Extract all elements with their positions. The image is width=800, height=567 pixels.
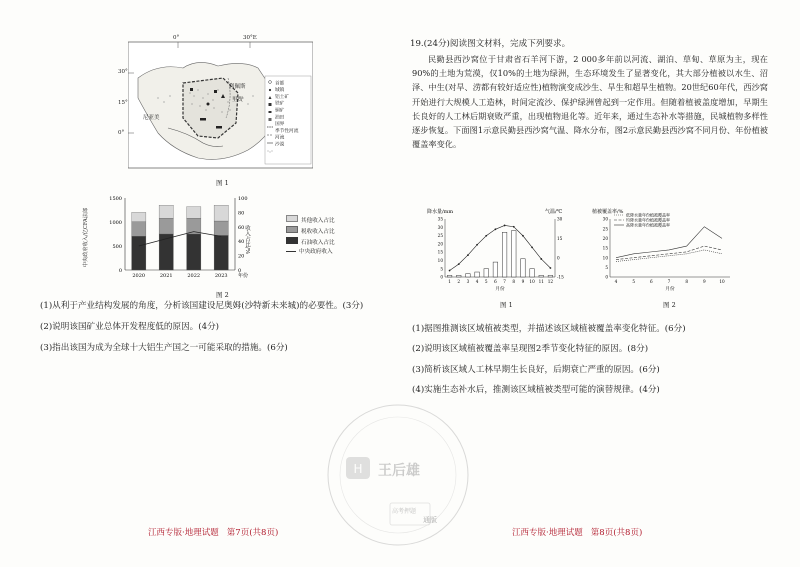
x-tick-label: 2020 — [132, 273, 146, 279]
bar-segment — [132, 236, 146, 270]
legend-border: 国界 — [275, 121, 285, 127]
x-tick-label: 11 — [538, 279, 544, 284]
y-tick-left: 5 — [440, 266, 443, 272]
climate-chart — [425, 205, 575, 295]
y-tick-right: 0 — [557, 255, 560, 261]
legend-seasonal-river: 季节性河流 — [275, 128, 299, 134]
veg-series-line — [616, 250, 722, 262]
y-tick-right: -15 — [557, 274, 564, 280]
map-legend — [275, 80, 298, 148]
x-tick-label: 3 — [466, 279, 470, 284]
legend-river: 河流 — [275, 135, 285, 141]
map-lon-label: 0° — [173, 35, 180, 41]
temperature-line — [450, 225, 551, 270]
legend-swatch-oil — [286, 237, 298, 244]
precip-bar — [456, 275, 461, 277]
precip-bar — [511, 231, 516, 277]
precip-bar — [447, 275, 452, 277]
climate-y-title: 降水量/mm — [427, 209, 454, 215]
veg-legend-label: 均降水量年份植被覆盖率 — [626, 217, 670, 223]
bar-segment — [132, 222, 146, 236]
map-lat-label: 0° — [118, 130, 125, 136]
precip-bar — [484, 269, 489, 277]
x-tick-label: 8 — [512, 279, 516, 284]
temperature-point — [550, 267, 552, 269]
bar-segment — [214, 205, 228, 221]
right-question-2: (2)说明该区域植被覆盖率呈现图2季节变化特征的原因。(8分) — [412, 344, 649, 354]
y-tick-left: 500 — [112, 244, 122, 250]
y-tick-left: 30 — [437, 224, 443, 230]
legend-capital: 首都 — [275, 80, 285, 86]
legend-swatch-line — [286, 251, 296, 252]
legend-other: 其他收入占比 — [286, 215, 335, 226]
x-tick-label: 9 — [521, 279, 525, 284]
y-tick-left: 0 — [118, 268, 122, 274]
bar-segment — [159, 234, 173, 270]
map-caption: 图 1 — [216, 179, 229, 187]
y-tick-right: 40 — [238, 239, 245, 246]
y-tick-right: 20 — [238, 253, 245, 260]
question-19-title: 19.(24分)阅读图文材料，完成下列要求。 — [410, 39, 571, 49]
bar-segment — [214, 221, 228, 235]
veg-y-title: 植被覆盖率/% — [592, 209, 624, 215]
y-tick: 15 — [602, 245, 608, 251]
x-tick-label: 8 — [685, 279, 689, 284]
question-19-material: 民勤县西沙窝位于甘肃省石羊河下游，2 000多年前以河流、湖泊、草甸、草原为主，现在90%的土地为荒漠，仅10%的土地为绿洲，生态环境发生了显著变化，其大部分植被以水生、沼泽、中生(对旱、涝都有较好适应性)植物演变成沙生、旱生和超旱生植物。20世纪60年代，西沙窝开始进行大规模人工造林，时间定流沙、保护绿洲曾起到一定作用。但随着植被盖度增加，早期生长良好的人工林后期衰败严重，出现植物退化等。近年来，通过生态补水等措施，民城植物多样性逐步恢复。下面图1示意民勤县西沙窝气温、降水分布，图2示意民勤县西沙窝不同月份、年份植被覆盖率变化。 — [412, 54, 768, 150]
y-tick: 20 — [602, 235, 608, 241]
precip-bar — [475, 272, 480, 277]
legend-oil: 石油收入占比 — [286, 237, 335, 248]
x-tick-label: 2021 — [159, 273, 173, 279]
x-axis-title: 年份 — [238, 273, 249, 279]
right-question-4: (4)实施生态补水后，推测该区域植被类型可能的演替规律。(4分) — [412, 385, 660, 395]
temperature-point — [495, 228, 497, 230]
bar-segment — [159, 205, 173, 218]
temperature-point — [485, 235, 487, 237]
y-tick-left: 1000 — [109, 220, 122, 226]
chart-y-left-label: 中央政府收入/亿CFA法郎 — [83, 207, 90, 268]
legend-iron: 铁矿 — [275, 101, 285, 107]
legend-copper: 铜矿 — [275, 108, 285, 114]
legend-swatch-other — [286, 215, 298, 222]
temperature-point — [540, 258, 542, 260]
vegetation-chart — [590, 205, 740, 295]
temperature-point — [513, 226, 515, 228]
x-tick-label: 4 — [475, 279, 479, 284]
right-question-1: (1)据图推测该区域植被类型，并描述该区域植被覆盖率变化特征。(6分) — [412, 324, 686, 334]
x-tick-label: 10 — [529, 279, 535, 284]
legend-oilfield: 油田 — [275, 114, 285, 120]
y-tick-left: 10 — [437, 258, 443, 264]
temperature-point — [476, 244, 478, 246]
footer-page-8: 江西专版·地理试题 第8页(共8页) — [512, 528, 643, 538]
left-question-3: (3)指出该国为成为全球十大铝生产国之一可能采取的措施。(6分) — [40, 343, 288, 353]
x-tick-label: 2022 — [187, 273, 201, 279]
y-tick-right: 100 — [238, 196, 248, 202]
y-tick: 0 — [605, 274, 608, 280]
chart-y-right-label: 收入占比/% — [244, 225, 250, 255]
x-tick-label: 7 — [667, 279, 671, 284]
veg-series-line — [616, 246, 722, 260]
x-tick-label: 1 — [448, 279, 451, 284]
map-lat-label: 30° — [118, 69, 128, 75]
y-tick-left: 15 — [437, 249, 443, 255]
y-tick-right: 0 — [238, 268, 242, 274]
temperature-point — [458, 263, 460, 265]
veg-series-line — [616, 227, 722, 258]
bar-segment — [159, 218, 173, 234]
precip-bar — [502, 232, 507, 277]
left-question-2: (2)说明该国矿业总体开发程度低的原因。(4分) — [40, 322, 220, 332]
x-tick-label: 5 — [484, 279, 488, 284]
temperature-point — [467, 254, 469, 256]
legend-revenue: 中央政府收入 — [286, 248, 335, 257]
x-tick-label: 9 — [702, 279, 706, 284]
y-tick: 30 — [602, 216, 608, 222]
map-place: 利佩斯 — [229, 84, 246, 90]
x-tick-label: 6 — [494, 279, 497, 284]
y-tick: 10 — [602, 255, 608, 261]
x-tick-label: 4 — [614, 279, 618, 284]
y-tick-left: 1500 — [109, 196, 122, 202]
right-question-3: (3)简析该区域人工林早期生长良好，后期衰亡严重的原因。(6分) — [412, 365, 660, 375]
y-tick-right: 80 — [238, 210, 245, 217]
bar-segment — [132, 212, 146, 221]
left-question-1: (1)从利于产业结构发展的角度，分析该国建设尼奥姆(沙特新未来城)的必要性。(3分) — [40, 301, 364, 311]
vegetation-caption: 图 2 — [663, 301, 676, 309]
climate-y-right-title: 气温/℃ — [545, 209, 563, 215]
veg-x-title: 月份 — [665, 287, 675, 292]
x-tick-label: 6 — [649, 279, 653, 284]
y-tick-left: 0 — [440, 274, 443, 280]
temperature-point — [504, 225, 506, 227]
x-tick-label: 10 — [719, 279, 725, 284]
watermark-tag: 通版 — [423, 516, 437, 524]
footer-page-7: 江西专版·地理试题 第7页(共8页) — [148, 528, 279, 538]
y-tick-left: 25 — [437, 233, 443, 239]
bar-segment — [187, 234, 201, 270]
precip-bar — [466, 274, 471, 277]
watermark-brand: 王后雄 — [378, 463, 420, 479]
precip-bar — [539, 275, 544, 277]
x-tick-label: 2023 — [214, 273, 228, 279]
y-tick-right: 15 — [557, 235, 563, 241]
legend-tax: 税收收入占比 — [286, 226, 335, 237]
climate-x-title: 月份 — [495, 287, 505, 292]
map-place: 尼亚美 — [143, 115, 160, 121]
chart-legend — [286, 215, 335, 257]
legend-swatch-tax — [286, 226, 298, 233]
legend-town: 城镇 — [275, 87, 285, 93]
precip-bar — [548, 275, 553, 277]
watermark-sub: 高考押题 — [392, 508, 417, 515]
revenue-line — [139, 232, 222, 246]
map-lat-label: 15° — [118, 100, 128, 106]
precip-bar — [493, 262, 498, 277]
precip-bar — [530, 269, 535, 277]
svg-text:H: H — [353, 462, 363, 476]
temperature-point — [449, 270, 451, 272]
y-tick: 5 — [605, 264, 608, 270]
x-tick-label: 7 — [503, 279, 506, 284]
bar-segment — [187, 207, 201, 219]
y-tick-right: 30 — [557, 216, 563, 222]
y-tick-left: 35 — [437, 216, 443, 222]
bar-segment — [214, 235, 228, 270]
temperature-point — [522, 235, 524, 237]
climate-caption: 图 1 — [500, 301, 513, 309]
legend-bauxite: 铝土矿 — [275, 94, 290, 100]
map-place: 里贾 — [232, 97, 244, 103]
temperature-point — [531, 246, 533, 248]
x-tick-label: 5 — [632, 279, 636, 284]
veg-legend-label: 低降水量年份植被覆盖率 — [626, 212, 670, 218]
x-tick-label: 2 — [457, 279, 461, 284]
veg-legend-label: 高降水量年份植被覆盖率 — [626, 222, 670, 228]
y-tick-left: 20 — [437, 241, 443, 247]
legend-desert: 沙漠 — [275, 142, 285, 148]
precip-bar — [521, 259, 526, 277]
y-tick-right: 60 — [238, 224, 245, 231]
y-tick: 25 — [602, 226, 608, 232]
map-lon-label: 30°E — [243, 35, 257, 41]
x-tick-label: 12 — [547, 279, 554, 284]
chart-caption: 图 2 — [216, 291, 229, 299]
